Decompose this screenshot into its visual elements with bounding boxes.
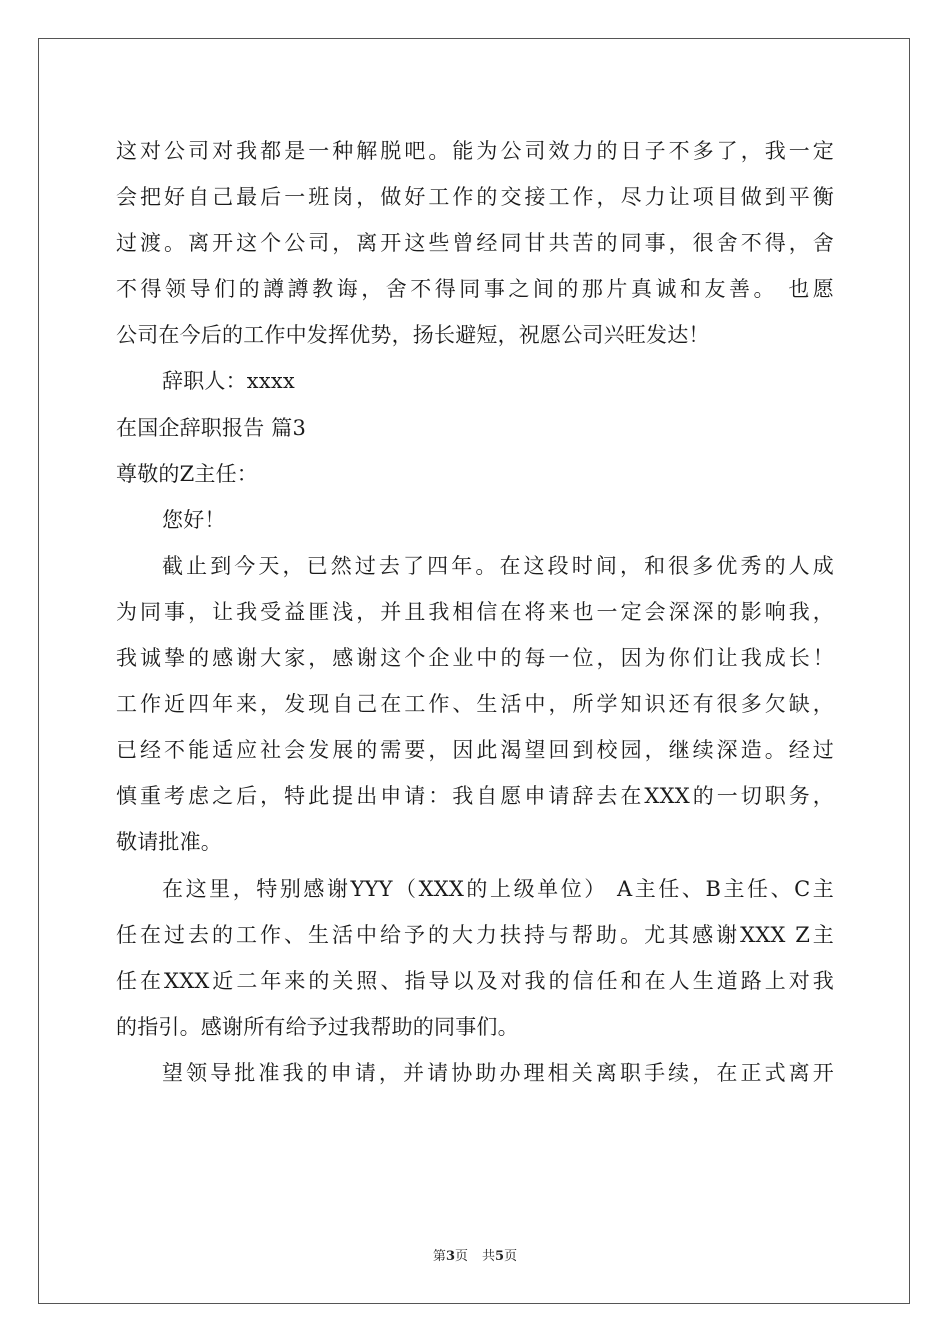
text-line: 我诚挚的感谢大家，感谢这个企业中的每一位，因为你们让我成长！ (116, 646, 834, 671)
text-line: 截止到今天，已然过去了四年。在这段时间，和很多优秀的人成 (162, 553, 834, 578)
text-line: 这对公司对我都是一种解脱吧。能为公司效力的日子不多了，我一定 (116, 139, 834, 163)
text-line: 望领导批准我的申请，并请协助办理相关离职手续，在正式离开 (162, 1060, 834, 1085)
text-line: 的指引。感谢所有给予过我帮助的同事们。 (116, 1014, 519, 1039)
text-line: 为同事，让我受益匪浅，并且我相信在将来也一定会深深的影响我， (116, 599, 834, 624)
page-footer (0, 1245, 950, 1264)
page-prefix: 第 (432, 1249, 446, 1264)
text-line: 慎重考虑之后，特此提出申请：我自愿申请辞去在XXX的一切职务， (116, 784, 834, 809)
text-line: 敬请批准。 (116, 830, 222, 855)
section-heading: 在国企辞职报告 篇3 (116, 415, 307, 440)
page-suffix: 页 (454, 1249, 468, 1264)
text-line: 任在XXX近二年来的关照、指导以及对我的信任和在人生道路上对我 (116, 968, 834, 993)
salutation: 尊敬的Z主任： (116, 461, 258, 486)
page-number: 3 (445, 1249, 455, 1264)
text-line: 会把好自己最后一班岗，做好工作的交接工作，尽力让项目做到平衡 (116, 185, 834, 210)
text-line: 过渡。离开这个公司，离开这些曾经同甘共苦的同事，很舍不得，舍 (116, 231, 834, 256)
text-line: 工作近四年来，发现自己在工作、生活中，所学知识还有很多欠缺， (116, 692, 834, 717)
total-pages: 5 (495, 1249, 505, 1264)
signature-line: 辞职人：xxxx (162, 369, 295, 394)
total-prefix: 共 (482, 1249, 496, 1264)
document-body (116, 128, 834, 1096)
text-line: 不得领导们的譐譐教诲，舍不得同事之间的那片真诚和友善。 也愿 (116, 277, 834, 302)
text-line: 已经不能适应社会发展的需要，因此渴望回到校园，继续深造。经过 (116, 738, 834, 763)
total-suffix: 页 (504, 1249, 518, 1264)
text-line: 任在过去的工作、生活中给予的大力扶持与帮助。尤其感谢XXX Z主 (116, 922, 834, 947)
text-line: 公司在今后的工作中发挥优势，扬长避短，祝愿公司兴旺发达！ (116, 323, 710, 348)
greeting: 您好！ (162, 507, 226, 532)
text-line: 在这里，特别感谢YYY（XXX的上级单位） A主任、B主任、C主 (162, 876, 834, 901)
